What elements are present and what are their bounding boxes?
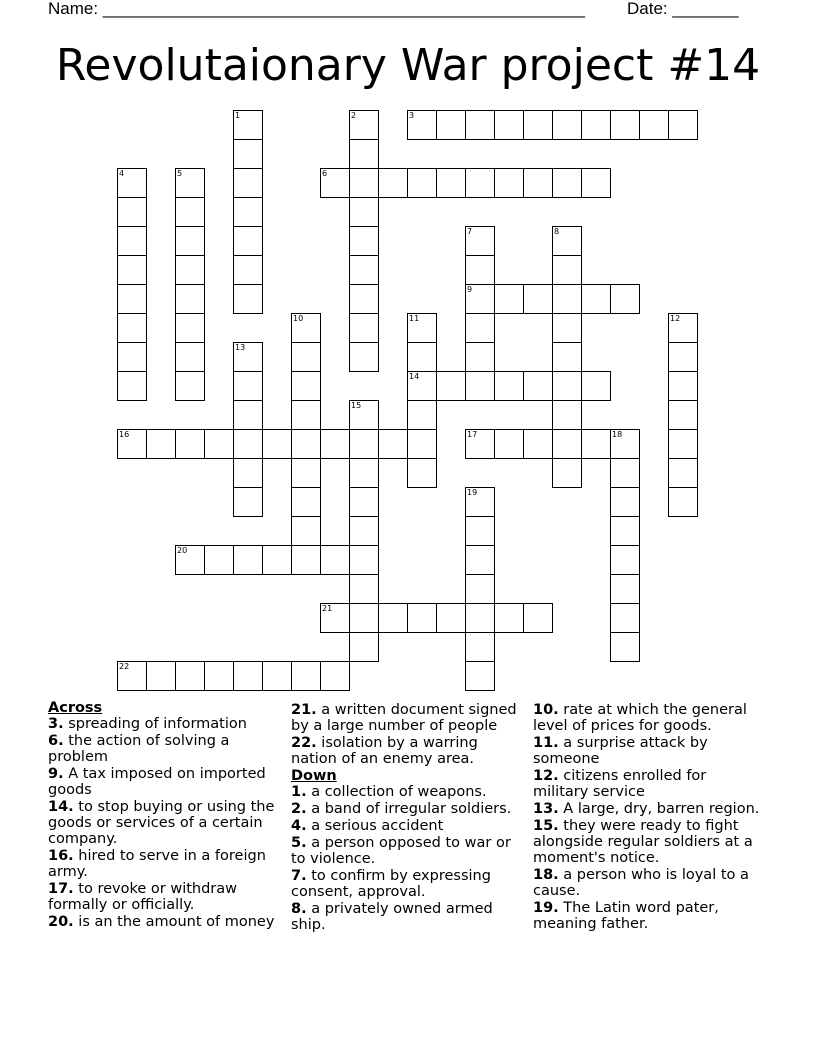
grid-cell[interactable] — [639, 110, 669, 140]
page-title: Revolutaionary War project #14 — [55, 40, 761, 91]
clue-across-6: 6. the action of solving a problem — [48, 733, 230, 765]
grid-cell[interactable] — [204, 661, 234, 691]
cell-number: 2 — [351, 111, 357, 120]
grid-cell[interactable] — [610, 516, 640, 546]
grid-cell[interactable] — [349, 342, 379, 372]
grid-cell[interactable] — [465, 371, 495, 401]
grid-cell[interactable] — [436, 371, 466, 401]
grid-cell[interactable] — [175, 197, 205, 227]
grid-cell[interactable] — [668, 371, 698, 401]
grid-cell[interactable] — [523, 603, 553, 633]
grid-cell[interactable] — [262, 545, 292, 575]
clue-across-14: 14. to stop buying or using the goods or services of a certain company. — [48, 799, 275, 847]
grid-cell[interactable] — [233, 400, 263, 430]
grid-cell[interactable] — [668, 487, 698, 517]
grid-cell[interactable] — [233, 139, 263, 169]
grid-cell[interactable] — [262, 661, 292, 691]
clue-down-7: 7. to confirm by expressing consent, approval. — [291, 868, 491, 900]
cell-number: 7 — [467, 227, 473, 236]
grid-cell[interactable] — [320, 545, 350, 575]
grid-cell[interactable] — [407, 603, 437, 633]
grid-cell[interactable] — [668, 110, 698, 140]
cell-number: 14 — [409, 372, 420, 381]
grid-cell[interactable] — [175, 284, 205, 314]
grid-cell[interactable] — [407, 400, 437, 430]
grid-cell[interactable] — [349, 429, 379, 459]
grid-cell[interactable] — [349, 487, 379, 517]
grid-cell[interactable] — [233, 255, 263, 285]
grid-cell[interactable] — [349, 574, 379, 604]
grid-cell[interactable] — [407, 110, 437, 140]
grid-cell[interactable] — [581, 168, 611, 198]
clue-down-13: 13. A large, dry, barren region. — [533, 801, 760, 817]
grid-cell[interactable] — [552, 429, 582, 459]
clue-across-20: 20. is an the amount of money — [48, 914, 275, 930]
grid-cell[interactable] — [233, 284, 263, 314]
grid-cell[interactable] — [668, 342, 698, 372]
grid-cell[interactable] — [494, 284, 524, 314]
clue-down-15: 15. they were ready to fight alongside regular soldiers at a moment's notice. — [533, 818, 753, 866]
clue-across-22: 22. isolation by a warring nation of an enemy area. — [291, 735, 478, 767]
grid-cell[interactable] — [610, 458, 640, 488]
clue-down-11: 11. a surprise attack by someone — [533, 735, 708, 767]
grid-cell[interactable] — [494, 168, 524, 198]
grid-cell[interactable] — [204, 545, 234, 575]
grid-cell[interactable] — [233, 168, 263, 198]
grid-cell[interactable] — [233, 545, 263, 575]
clue-down-4: 4. a serious accident — [291, 818, 444, 834]
grid-cell[interactable] — [349, 284, 379, 314]
clue-down-12: 12. citizens enrolled for military service — [533, 768, 707, 800]
clue-down-5: 5. a person opposed to war or to violence. — [291, 835, 511, 867]
grid-cell[interactable] — [494, 603, 524, 633]
grid-cell[interactable] — [233, 371, 263, 401]
grid-cell[interactable] — [436, 168, 466, 198]
grid-cell[interactable] — [668, 400, 698, 430]
grid-cell[interactable] — [465, 342, 495, 372]
grid-cell[interactable] — [407, 371, 437, 401]
grid-cell[interactable] — [523, 284, 553, 314]
grid-cell[interactable] — [378, 429, 408, 459]
clues-column-3 — [533, 702, 765, 933]
grid-cell[interactable] — [465, 284, 495, 314]
grid-cell[interactable] — [465, 168, 495, 198]
grid-cell[interactable] — [175, 545, 205, 575]
grid-cell[interactable] — [494, 429, 524, 459]
clues-column-2 — [291, 702, 523, 934]
grid-cell[interactable] — [349, 197, 379, 227]
name-field-label[interactable]: Name: ___________________________________________________ — [48, 0, 585, 18]
grid-cell[interactable] — [407, 458, 437, 488]
grid-cell[interactable] — [233, 342, 263, 372]
grid-cell[interactable] — [291, 516, 321, 546]
grid-cell[interactable] — [552, 342, 582, 372]
cell-number: 9 — [467, 285, 473, 294]
cell-number: 16 — [119, 430, 130, 439]
grid-cell[interactable] — [552, 255, 582, 285]
clue-down-10: 10. rate at which the general level of prices for goods. — [533, 702, 747, 734]
clue-down-18: 18. a person who is loyal to a cause. — [533, 867, 749, 899]
grid-cell[interactable] — [552, 371, 582, 401]
grid-cell[interactable] — [581, 429, 611, 459]
grid-cell[interactable] — [349, 603, 379, 633]
clue-across-9: 9. A tax imposed on imported goods — [48, 766, 266, 798]
down-heading: Down — [291, 768, 337, 784]
grid-cell[interactable] — [465, 226, 495, 256]
cell-number: 6 — [322, 169, 328, 178]
clue-down-2: 2. a band of irregular soldiers. — [291, 801, 512, 817]
grid-cell[interactable] — [262, 429, 292, 459]
grid-cell[interactable] — [668, 429, 698, 459]
grid-cell[interactable] — [117, 371, 147, 401]
grid-cell[interactable] — [610, 429, 640, 459]
cell-number: 19 — [467, 488, 478, 497]
grid-cell[interactable] — [465, 574, 495, 604]
grid-cell[interactable] — [378, 603, 408, 633]
grid-cell[interactable] — [349, 139, 379, 169]
grid-cell[interactable] — [523, 371, 553, 401]
grid-cell[interactable] — [233, 487, 263, 517]
grid-cell[interactable] — [175, 429, 205, 459]
grid-cell[interactable] — [581, 110, 611, 140]
grid-cell[interactable] — [175, 342, 205, 372]
grid-cell[interactable] — [465, 313, 495, 343]
cell-number: 22 — [119, 662, 130, 671]
clue-down-8: 8. a privately owned armed ship. — [291, 901, 493, 933]
grid-cell[interactable] — [378, 168, 408, 198]
cell-number: 4 — [119, 169, 125, 178]
grid-cell[interactable] — [117, 429, 147, 459]
clue-across-17: 17. to revoke or withdraw formally or officially. — [48, 881, 238, 913]
grid-cell[interactable] — [175, 661, 205, 691]
grid-cell[interactable] — [291, 400, 321, 430]
cell-number: 20 — [177, 546, 188, 555]
cell-number: 5 — [177, 169, 183, 178]
grid-cell[interactable] — [320, 603, 350, 633]
grid-cell[interactable] — [233, 458, 263, 488]
grid-cell[interactable] — [117, 226, 147, 256]
cell-number: 11 — [409, 314, 420, 323]
grid-cell[interactable] — [117, 661, 147, 691]
grid-cell[interactable] — [610, 574, 640, 604]
clue-down-1: 1. a collection of weapons. — [291, 784, 487, 800]
grid-cell[interactable] — [552, 110, 582, 140]
grid-cell[interactable] — [233, 110, 263, 140]
grid-cell[interactable] — [320, 661, 350, 691]
grid-cell[interactable] — [146, 429, 176, 459]
cell-number: 13 — [235, 343, 246, 352]
grid-cell[interactable] — [291, 371, 321, 401]
clue-across-16: 16. hired to serve in a foreign army. — [48, 848, 266, 880]
grid-cell[interactable] — [175, 313, 205, 343]
grid-cell[interactable] — [349, 110, 379, 140]
grid-cell[interactable] — [349, 516, 379, 546]
cell-number: 18 — [612, 430, 623, 439]
cell-number: 21 — [322, 604, 333, 613]
grid-cell[interactable] — [552, 284, 582, 314]
grid-cell[interactable] — [494, 110, 524, 140]
grid-cell[interactable] — [552, 226, 582, 256]
grid-cell[interactable] — [349, 400, 379, 430]
grid-cell[interactable] — [320, 429, 350, 459]
grid-cell[interactable] — [581, 284, 611, 314]
cell-number: 17 — [467, 430, 478, 439]
grid-cell[interactable] — [552, 168, 582, 198]
grid-cell[interactable] — [465, 516, 495, 546]
grid-cell[interactable] — [494, 371, 524, 401]
cell-number: 1 — [235, 111, 241, 120]
grid-cell[interactable] — [523, 168, 553, 198]
grid-cell[interactable] — [465, 487, 495, 517]
grid-cell[interactable] — [610, 110, 640, 140]
grid-cell[interactable] — [523, 110, 553, 140]
grid-cell[interactable] — [291, 313, 321, 343]
grid-cell[interactable] — [291, 429, 321, 459]
grid-cell[interactable] — [407, 429, 437, 459]
grid-cell[interactable] — [349, 545, 379, 575]
grid-cell[interactable] — [146, 661, 176, 691]
grid-cell[interactable] — [407, 313, 437, 343]
grid-cell[interactable] — [175, 255, 205, 285]
grid-cell[interactable] — [349, 632, 379, 662]
grid-cell[interactable] — [204, 429, 234, 459]
grid-cell[interactable] — [117, 197, 147, 227]
grid-cell[interactable] — [610, 545, 640, 575]
grid-cell[interactable] — [175, 371, 205, 401]
grid-cell[interactable] — [117, 168, 147, 198]
date-field-label[interactable]: Date: _______ — [627, 0, 739, 18]
cell-number: 12 — [670, 314, 681, 323]
grid-cell[interactable] — [291, 487, 321, 517]
grid-cell[interactable] — [465, 603, 495, 633]
grid-cell[interactable] — [668, 313, 698, 343]
grid-cell[interactable] — [175, 226, 205, 256]
grid-cell[interactable] — [552, 400, 582, 430]
grid-cell[interactable] — [465, 661, 495, 691]
grid-cell[interactable] — [349, 458, 379, 488]
across-heading: Across — [48, 700, 103, 716]
grid-cell[interactable] — [668, 458, 698, 488]
grid-cell[interactable] — [610, 487, 640, 517]
grid-cell[interactable] — [291, 342, 321, 372]
grid-cell[interactable] — [349, 313, 379, 343]
grid-cell[interactable] — [552, 313, 582, 343]
grid-cell[interactable] — [436, 110, 466, 140]
grid-cell[interactable] — [465, 110, 495, 140]
grid-cell[interactable] — [291, 458, 321, 488]
grid-cell[interactable] — [117, 313, 147, 343]
grid-cell[interactable] — [465, 255, 495, 285]
grid-cell[interactable] — [465, 429, 495, 459]
grid-cell[interactable] — [436, 603, 466, 633]
grid-cell[interactable] — [610, 603, 640, 633]
grid-cell[interactable] — [552, 458, 582, 488]
cell-number: 3 — [409, 111, 415, 120]
clue-down-19: 19. The Latin word pater, meaning father. — [533, 900, 719, 932]
grid-cell[interactable] — [465, 545, 495, 575]
grid-cell[interactable] — [320, 168, 350, 198]
grid-cell[interactable] — [117, 284, 147, 314]
grid-cell[interactable] — [407, 168, 437, 198]
grid-cell[interactable] — [349, 255, 379, 285]
grid-cell[interactable] — [233, 661, 263, 691]
grid-cell[interactable] — [523, 429, 553, 459]
grid-cell[interactable] — [233, 226, 263, 256]
grid-cell[interactable] — [233, 429, 263, 459]
grid-cell[interactable] — [407, 342, 437, 372]
cell-number: 15 — [351, 401, 362, 410]
cell-number: 10 — [293, 314, 304, 323]
grid-cell[interactable] — [291, 661, 321, 691]
clue-across-3: 3. spreading of information — [48, 716, 247, 732]
cell-number: 8 — [554, 227, 560, 236]
clue-across-21: 21. a written document signed by a large number of people — [291, 702, 517, 734]
grid-cell[interactable] — [117, 255, 147, 285]
grid-cell[interactable] — [175, 168, 205, 198]
grid-cell[interactable] — [610, 284, 640, 314]
grid-cell[interactable] — [349, 168, 379, 198]
grid-cell[interactable] — [233, 197, 263, 227]
grid-cell[interactable] — [465, 632, 495, 662]
grid-cell[interactable] — [291, 545, 321, 575]
grid-cell[interactable] — [581, 371, 611, 401]
grid-cell[interactable] — [349, 226, 379, 256]
grid-cell[interactable] — [610, 632, 640, 662]
grid-cell[interactable] — [117, 342, 147, 372]
clues-column-1 — [48, 700, 280, 931]
